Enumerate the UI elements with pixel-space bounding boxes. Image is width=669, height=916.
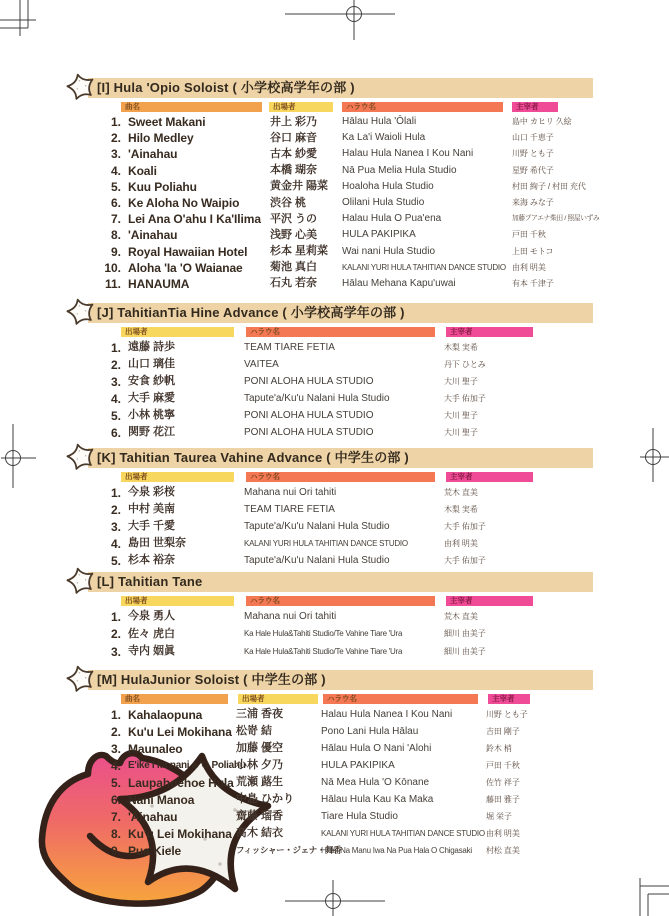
director-cell: 島中 カヒリ 久絵 [512,117,572,127]
trim-mark-top-left [0,0,45,45]
song-cell: Laupahoehoe Hula [128,775,234,790]
halau-cell: PONI ALOHA HULA STUDIO [244,426,374,438]
row-number: 1. [110,340,121,355]
starfish-icon [65,565,97,597]
halau-cell: Tiare Hula Studio [321,810,398,822]
director-cell: 細川 由美子 [444,629,486,639]
table-row [88,260,593,276]
column-header: 出場者 [121,327,234,337]
row-number: 6. [110,425,121,440]
starfish-icon [65,441,97,473]
section-title: [M] HulaJunior Soloist ( 中学生の部 ) [97,672,326,687]
halau-cell: Wai nani Hula Studio [342,245,436,257]
halau-cell: Mahana nui Ori tahiti [244,610,337,622]
section-I [88,78,600,292]
column-header: 出場者 [238,694,318,704]
row-number: 5. [110,775,121,790]
row-number: 4. [110,391,121,406]
director-cell: 大手 佑加子 [444,393,486,403]
participant-cell: 中村 美南 [128,503,176,515]
director-cell: 川野 とも子 [486,709,528,719]
director-cell: 由利 明美 [444,538,478,548]
halau-cell: Ka La'i Waioli Hula [342,132,426,144]
halau-cell: Ka Hale Hula&Tahiti Studio/Te Vahine Tiare 'Ura [244,629,403,639]
section-header-band [88,303,593,323]
director-cell: 大川 聖子 [444,410,478,420]
column-header-row [88,327,593,337]
table-row [88,484,593,501]
song-cell: Ke Aloha No Waipio [128,196,240,211]
participant-cell: 荒瀬 蕗生 [236,776,284,788]
row-number: 7. [110,212,121,227]
table-row [88,842,593,859]
row-number: 3. [110,519,121,534]
halau-cell: TEAM TIARE FETIA [244,503,335,515]
halau-cell: Nā Pua Melia Hula Studio [342,164,457,176]
table-row [88,757,593,774]
participant-cell: 杉本 裕奈 [128,554,176,566]
halau-cell: PONI ALOHA HULA STUDIO [244,409,374,421]
row-number: 2. [110,357,121,372]
director-cell: 大手 佑加子 [444,555,486,565]
halau-cell: Halau Hula Nanea I Kou Nani [321,708,453,720]
row-number: 2. [110,502,121,517]
song-cell: 'Āinahau [128,809,178,824]
table-row [88,723,593,740]
halau-cell: Hālau Hula Kau Ka Maka [321,793,434,805]
section-header-band [88,448,593,468]
song-cell: Ku'u Lei Mokihana [128,724,232,739]
halau-cell: Tapute'a/Ku'u Nalani Hula Studio [244,392,390,404]
starfish-icon [65,296,97,328]
song-cell: 'Ainahau [128,147,178,162]
row-number: 2. [110,627,121,642]
column-header-row [88,596,593,606]
participant-cell: 浅野 心美 [270,228,318,241]
director-cell: 由利 明美 [486,828,520,838]
song-cell: HANAUMA [128,276,190,291]
halau-cell: Hālau Hula O Nani 'Alohi [321,742,432,754]
trim-mark-bottom-right [625,872,669,916]
row-number: 9. [110,843,121,858]
starfish-icon [65,71,97,103]
song-cell: Aloha 'Ia 'O Waianae [128,260,243,275]
participant-cell: 大手 麻愛 [128,392,176,404]
director-cell: 吉田 剛子 [486,726,520,736]
participant-cell: 今泉 彩桜 [128,486,176,498]
participant-cell: 小林 夕乃 [236,759,284,771]
table-row [88,373,593,390]
director-cell: 山口 千恵子 [512,133,554,143]
section-rows [88,484,593,569]
registration-mark-right [630,420,669,490]
participant-cell: 関野 花江 [128,426,176,438]
section-rows [88,608,593,661]
director-cell: 川野 とも子 [512,149,554,159]
director-cell: 丹下 ひとみ [444,359,486,369]
halau-cell: TEAM TIARE FETIA [244,341,335,353]
registration-mark-left [0,418,40,493]
director-cell: 戸田 千秋 [486,760,520,770]
table-row [88,195,593,211]
column-header: 曲名 [121,694,228,704]
participant-cell: 齋藤 瑠香 [236,810,284,822]
table-row [88,339,593,356]
row-number: 5. [110,179,121,194]
director-cell: 荒木 直美 [444,611,478,621]
song-cell: Koali [128,163,157,178]
section-L [88,572,593,661]
song-cell: Kahalaopuna [128,707,203,722]
table-row [88,552,593,569]
column-header: 出場者 [269,102,333,112]
halau-cell: Tapute'a/Ku'u Nalani Hula Studio [244,520,390,532]
participant-cell: 加藤 優空 [236,742,284,754]
table-row [88,740,593,757]
director-cell: 星野 希代子 [512,165,554,175]
table-row [88,643,593,661]
director-cell: 木梨 実希 [444,342,478,352]
halau-cell: Tapute'a/Ku'u Nalani Hula Studio [244,554,390,566]
row-number: 8. [110,228,121,243]
row-number: 8. [110,826,121,841]
halau-cell: Halau Hula O Pua'ena [342,213,442,225]
row-number: 1. [110,609,121,624]
director-cell: 木梨 実希 [444,504,478,514]
halau-cell: Hālau Hula 'Ōlali [342,116,417,128]
song-cell: Nani Manoa [128,792,195,807]
halau-cell: Mahana nui Ori tahiti [244,486,337,498]
halau-cell: PONI ALOHA HULA STUDIO [244,375,374,387]
row-number: 9. [110,244,121,259]
table-row [88,626,593,644]
table-row [88,535,593,552]
participant-cell: 三浦 香夜 [236,708,284,720]
registration-mark-bottom-center [280,878,390,916]
song-cell: Hilo Medley [128,131,194,146]
director-cell: 由利 明美 [512,262,546,272]
director-cell: 堀 栄子 [486,811,512,821]
column-header: ハラウ名 [342,102,503,112]
table-row [88,706,593,723]
song-cell: 'Ainahau [128,228,178,243]
column-header-row [88,102,593,112]
table-row [88,114,593,130]
section-title: [I] Hula 'Opio Soloist ( 小学校高学年の部 ) [97,80,355,95]
participant-cell: 今泉 勇人 [128,610,176,623]
section-J [88,303,593,441]
table-row [88,407,593,424]
row-number: 10. [104,260,121,275]
column-header: 曲名 [121,102,262,112]
halau-cell: Halau Hula Nanea I Kou Nani [342,148,474,160]
participant-cell: 渋谷 桃 [270,196,307,209]
director-cell: 来海 みな子 [512,198,554,208]
director-cell: 佐竹 祥子 [486,777,520,787]
director-cell: 荒木 直美 [444,487,478,497]
table-row [88,825,593,842]
halau-cell: Hālau Mehana Kapu'uwai [342,277,456,289]
participant-cell: 小林 桃寧 [128,409,176,421]
row-number: 4. [110,758,121,773]
song-cell: Pua Kiele [128,843,182,858]
participant-cell: 中島 ひかり [236,793,295,805]
halau-cell: KALANI YURI HULA TAHITIAN DANCE STUDIO [244,538,408,548]
column-header: 出場者 [121,596,234,606]
song-cell: Sweet Makani [128,115,206,130]
section-rows [88,114,600,292]
director-cell: 上田 モトコ [512,246,554,256]
participant-cell: 松嵜 結 [236,725,273,737]
column-header-row [88,472,593,482]
section-header-band [88,78,593,98]
director-cell: 大川 聖子 [444,376,478,386]
participant-cell: 谷口 麻音 [270,131,318,144]
row-number: 11. [104,276,121,291]
halau-cell: Nā Mea Hula 'O Kōnane [321,776,430,788]
halau-cell: KALANI YURI HULA TAHITIAN DANCE STUDIO [321,828,485,838]
section-title: [K] Tahitian Taurea Vahine Advance ( 中学生の部 ) [97,450,409,465]
table-row [88,211,600,227]
halau-cell: Hi'ilei Na Manu Iwa Na Pua Hala O Chigasaki [321,845,472,855]
column-header: ハラウ名 [323,694,478,704]
column-header: 主宰者 [446,327,533,337]
participant-cell: 安食 紗帆 [128,375,176,387]
row-number: 6. [110,792,121,807]
halau-cell: VAITEA [244,358,279,370]
participant-cell: 山口 璃佳 [128,358,176,370]
row-number: 1. [110,485,121,500]
table-row [88,146,593,162]
row-number: 3. [110,741,121,756]
row-number: 4. [110,536,121,551]
column-header: 出場者 [121,472,234,482]
section-K [88,448,593,569]
table-row [88,356,593,373]
participant-cell: 大手 千愛 [128,520,176,532]
director-cell: 鈴木 梢 [486,743,512,753]
row-number: 2. [110,131,121,146]
table-row [88,808,593,825]
participant-cell: 髙木 結衣 [236,827,284,839]
column-header: 主宰者 [488,694,530,704]
participant-cell: 本橋 瑚奈 [270,164,318,177]
director-cell: 藤田 雅子 [486,794,520,804]
director-cell: 有本 千津子 [512,278,554,288]
table-row [88,227,593,243]
song-cell: Ku'u Lei Mokihana [128,826,232,841]
participant-cell: 平沢 うの [270,212,318,225]
table-row [88,518,593,535]
director-cell: 大川 聖子 [444,427,478,437]
table-row [88,163,593,179]
table-row [88,390,593,407]
row-number: 3. [110,147,121,162]
table-row [88,774,593,791]
starfish-icon [65,663,97,695]
song-cell: Maunaleo [128,741,183,756]
participant-cell: 石丸 若奈 [270,277,318,290]
registration-mark-top-center [280,0,400,42]
row-number: 4. [110,163,121,178]
table-row [88,501,593,518]
section-title: [J] TahitianTia Hine Advance ( 小学校高学年の部 ) [97,305,405,320]
participant-cell: 杉本 星莉菜 [270,245,329,258]
section-rows [88,706,593,859]
row-number: 3. [110,644,121,659]
participant-cell: 島田 世梨奈 [128,537,187,549]
table-row [88,608,593,626]
participant-cell: 遠藤 詩歩 [128,341,176,353]
table-row [88,244,593,260]
section-rows [88,339,593,441]
halau-cell: Hoaloha Hula Studio [342,180,434,192]
column-header-row [88,694,593,704]
section-header-band [88,572,593,592]
halau-cell: Ka Hale Hula&Tahiti Studio/Te Vahine Tiare 'Ura [244,646,403,656]
row-number: 6. [110,196,121,211]
column-header: ハラウ名 [246,596,435,606]
director-cell: 加藤プアエナ柴田 / 照屋いずみ [512,214,600,222]
row-number: 1. [110,115,121,130]
row-number: 3. [110,374,121,389]
director-cell: 大手 佑加子 [444,521,486,531]
section-header-band [88,670,593,690]
participant-cell: 菊池 真白 [270,261,318,274]
director-cell: 細川 由美子 [444,646,486,656]
song-cell: E'ike I ka nani a 'O Poliahu [128,759,246,771]
director-cell: 戸田 千秋 [512,230,546,240]
table-row [88,791,593,808]
participant-cell: 佐々 虎白 [128,627,176,640]
column-header: ハラウ名 [246,472,435,482]
table-row [88,179,593,195]
director-cell: 村田 絢子 / 村田 充代 [512,181,586,191]
table-row [88,276,593,292]
column-header: 主宰者 [446,596,533,606]
participant-cell: 黄金井 陽菜 [270,180,329,193]
song-cell: Royal Hawaiian Hotel [128,244,248,259]
participant-cell: 古本 紗愛 [270,147,318,160]
song-cell: Kuu Poliahu [128,179,197,194]
participant-cell: フィッシャー・ジェナ・舞香 [236,845,342,856]
row-number: 5. [110,408,121,423]
halau-cell: HULA PAKIPIKA [342,229,416,241]
row-number: 1. [110,707,121,722]
halau-cell: HULA PAKIPIKA [321,759,395,771]
director-cell: 村松 直美 [486,845,520,855]
section-title: [L] Tahitian Tane [97,574,203,589]
song-cell: Lei Ana O'ahu I Ka'Ilima [128,212,261,227]
row-number: 7. [110,809,121,824]
column-header: 主宰者 [512,102,558,112]
row-number: 2. [110,724,121,739]
column-header: ハラウ名 [246,327,435,337]
participant-cell: 井上 彩乃 [270,115,318,128]
halau-cell: Pono Lani Hula Hālau [321,725,419,737]
column-header: 主宰者 [446,472,533,482]
row-number: 5. [110,553,121,568]
halau-cell: Olilani Hula Studio [342,197,425,209]
table-row [88,424,593,441]
section-M [88,670,593,859]
halau-cell: KALANI YURI HULA TAHITIAN DANCE STUDIO [342,262,506,272]
table-row [88,130,593,146]
participant-cell: 寺内 姻眞 [128,645,176,658]
